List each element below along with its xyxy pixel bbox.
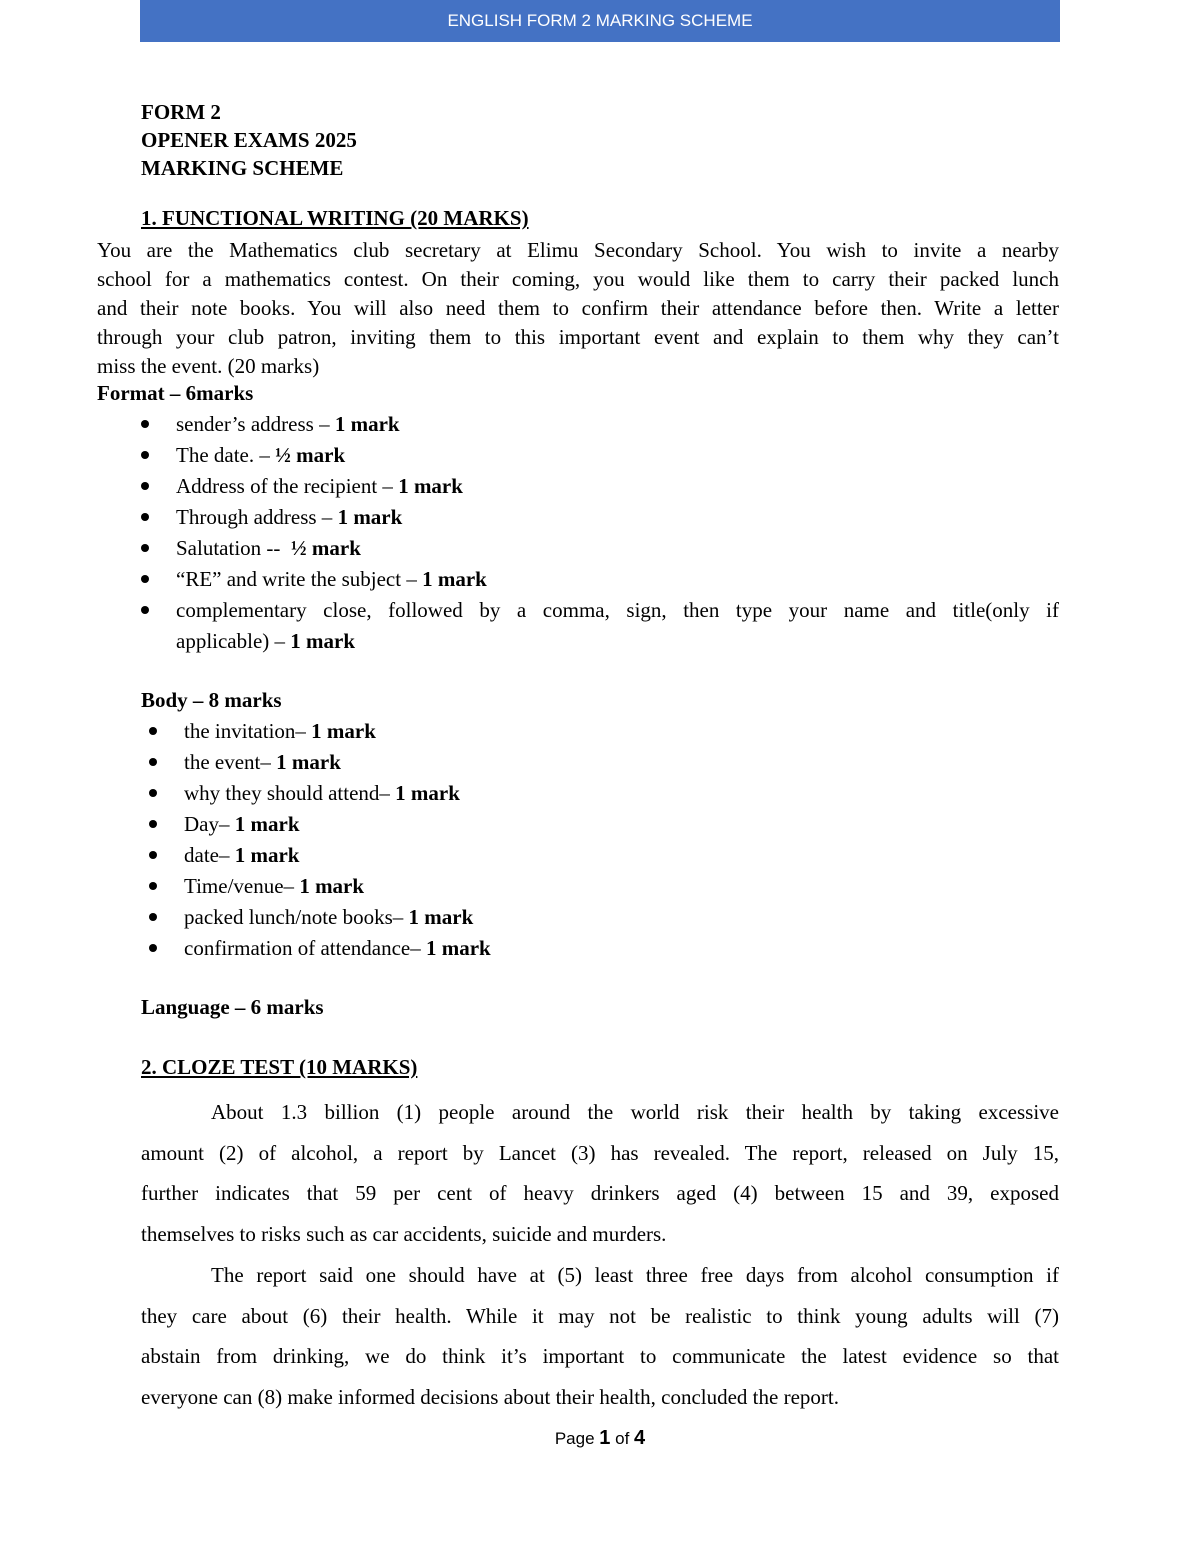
cloze-line: everyone can (8) make informed decisions about their health, concluded the report.: [141, 1384, 839, 1409]
page-header-bar: [140, 0, 1060, 42]
item-text: Day–: [184, 812, 235, 836]
bullet-icon: [149, 882, 157, 890]
language-heading: Language – 6 marks: [141, 995, 324, 1019]
list-item: [184, 778, 884, 809]
functional-writing-prompt: [97, 236, 1059, 381]
bullet-icon: [149, 944, 157, 952]
list-item: [176, 533, 1059, 564]
bullet-icon: [149, 820, 157, 828]
item-mark: 1 mark: [425, 936, 491, 960]
bullet-icon: [149, 789, 157, 797]
footer-total-pages: 4: [634, 1427, 646, 1449]
cloze-passage: [141, 1092, 1059, 1418]
item-text-cont: applicable) –: [176, 629, 291, 653]
list-item: [184, 809, 884, 840]
body-list: [184, 716, 884, 964]
item-text: the invitation–: [184, 719, 312, 743]
list-item: [176, 471, 1059, 502]
item-text: Salutation --: [176, 536, 291, 560]
title-form: FORM 2: [141, 100, 221, 124]
prompt-line: miss the event. (20 marks): [97, 354, 320, 378]
item-mark: 1 mark: [311, 719, 376, 743]
item-text: Time/venue–: [184, 874, 300, 898]
footer-prefix: Page: [554, 1429, 600, 1448]
item-mark: 1 mark: [234, 812, 300, 836]
item-mark: 1 mark: [337, 505, 403, 529]
item-text: date–: [184, 843, 235, 867]
item-mark: 1 mark: [234, 843, 300, 867]
item-mark: 1 mark: [398, 474, 463, 498]
bullet-icon: [141, 606, 149, 614]
cloze-line: amount (2) of alcohol, a report by Lancet (3) has revealed. The report, released on July 15,: [141, 1140, 1059, 1165]
cloze-line: The report said one should have at (5) least three free days from alcohol consumption if: [211, 1262, 1059, 1287]
format-list: [176, 409, 1059, 657]
list-item: [184, 716, 884, 747]
bullet-icon: [149, 758, 157, 766]
cloze-line: themselves to risks such as car accidents, suicide and murders.: [141, 1222, 667, 1247]
item-text: the event–: [184, 750, 277, 774]
section1-heading: 1. FUNCTIONAL WRITING (20 MARKS): [141, 206, 529, 230]
bullet-icon: [149, 727, 157, 735]
title-scheme: MARKING SCHEME: [141, 156, 344, 180]
item-mark: 1 mark: [422, 567, 487, 591]
bullet-icon: [141, 482, 149, 490]
item-mark: ½ mark: [290, 536, 361, 560]
list-item: [176, 595, 1059, 657]
item-mark: 1 mark: [299, 874, 365, 898]
item-text: sender’s address –: [176, 412, 335, 436]
footer-current-page: 1: [599, 1427, 611, 1449]
item-text: “RE” and write the subject –: [176, 567, 423, 591]
cloze-line: abstain from drinking, we do think it’s important to communicate the latest evidence so that: [141, 1344, 1059, 1369]
footer-of: of: [610, 1429, 635, 1448]
cloze-line: they care about (6) their health. While it may not be realistic to think young adults will (7): [141, 1303, 1059, 1328]
item-text: confirmation of attendance–: [184, 936, 426, 960]
item-mark: ½ mark: [275, 443, 346, 467]
cloze-line: further indicates that 59 per cent of heavy drinkers aged (4) between 15 and 39, exposed: [141, 1181, 1059, 1206]
format-heading: Format – 6marks: [97, 381, 254, 405]
prompt-line: and their note books. You will also need them to confirm their attendance before then. Write a letter: [97, 296, 1059, 320]
cloze-line: About 1.3 billion (1) people around the world risk their health by taking excessive: [211, 1100, 1059, 1124]
bullet-icon: [141, 513, 149, 521]
list-item: [184, 747, 884, 778]
item-mark: 1 mark: [408, 905, 474, 929]
item-text: packed lunch/note books–: [184, 905, 409, 929]
bullet-icon: [141, 451, 149, 459]
item-text: The date. –: [176, 443, 276, 467]
section2-heading: 2. CLOZE TEST (10 MARKS): [141, 1055, 418, 1079]
item-text: why they should attend–: [184, 781, 396, 805]
list-item: [176, 409, 1059, 440]
body-heading: Body – 8 marks: [141, 688, 282, 712]
list-item: [176, 564, 1059, 595]
bullet-icon: [141, 575, 149, 583]
prompt-line: You are the Mathematics club secretary at Elimu Secondary School. You wish to invite a nearby: [97, 238, 1059, 262]
document-title-block: [141, 98, 357, 182]
list-item: [184, 902, 884, 933]
list-item: [176, 440, 1059, 471]
item-text: complementary close, followed by a comma, sign, then type your name and title(only if: [176, 598, 1059, 622]
item-mark: 1 mark: [290, 629, 356, 653]
list-item: [184, 871, 884, 902]
prompt-line: through your club patron, inviting them to this important event and explain to them why they can’t: [97, 325, 1059, 349]
bullet-icon: [141, 544, 149, 552]
bullet-icon: [149, 851, 157, 859]
item-text: Through address –: [176, 505, 338, 529]
item-text: Address of the recipient –: [176, 474, 399, 498]
item-mark: 1 mark: [395, 781, 460, 805]
item-mark: 1 mark: [334, 412, 400, 436]
list-item: [184, 933, 884, 964]
page-footer: [0, 1427, 1200, 1450]
item-mark: 1 mark: [276, 750, 341, 774]
title-exam: OPENER EXAMS 2025: [141, 128, 357, 152]
bullet-icon: [141, 420, 149, 428]
prompt-line: school for a mathematics contest. On their coming, you would like them to carry their packed lunch: [97, 267, 1059, 291]
list-item: [184, 840, 884, 871]
header-title: ENGLISH FORM 2 MARKING SCHEME: [447, 11, 753, 30]
list-item: [176, 502, 1059, 533]
bullet-icon: [149, 913, 157, 921]
